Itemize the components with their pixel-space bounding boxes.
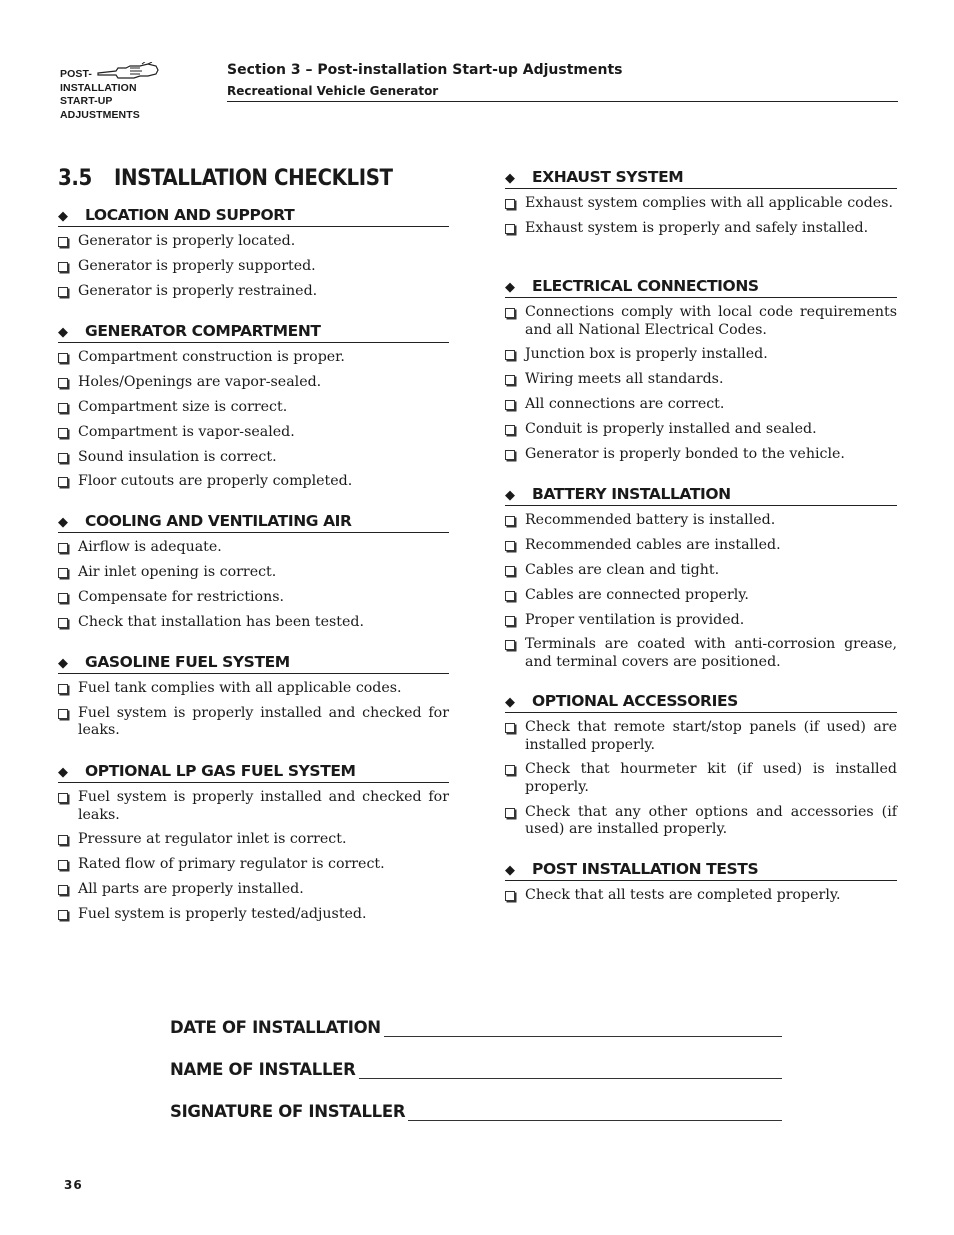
checklist-item-text: Compensate for restrictions. [78,588,285,605]
checklist-item-text: Check that any other options and accessories (if used) are installed properly. [525,803,897,838]
section-heading: INSTALLATION CHECKLIST [114,166,393,191]
group-heading-text: OPTIONAL ACCESSORIES [532,692,738,710]
checkbox-icon[interactable] [505,199,515,209]
group-heading-text: COOLING AND VENTILATING AIR [85,512,352,530]
checklist-item[interactable] [58,906,449,924]
checklist-item[interactable] [58,539,449,557]
checklist-item[interactable] [505,562,897,580]
checklist [505,719,897,839]
checklist-item-text: Wiring meets all standards. [525,371,724,388]
name-of-installer-field[interactable] [170,1060,782,1079]
checkbox-icon[interactable] [505,541,515,551]
checklist-item-text: Conduit is properly installed and sealed. [525,421,817,438]
checklist-group [58,512,449,639]
checklist-item-text: Airflow is adequate. [78,539,222,555]
checklist-item-text: Air inlet opening is correct. [78,563,277,580]
checkbox-icon[interactable] [505,350,515,360]
group-heading [505,277,897,298]
diamond-bullet-icon: ◆ [505,171,515,186]
checklist [58,680,449,740]
checkbox-icon[interactable] [58,543,68,553]
checklist-item-text: Rated flow of primary regulator is correct. [78,856,385,873]
checklist-item[interactable] [58,349,449,367]
checklist-item[interactable] [58,473,449,491]
checkbox-icon[interactable] [505,808,515,818]
checkbox-icon[interactable] [58,618,68,628]
checklist-item[interactable] [58,705,449,740]
checklist-item[interactable] [505,346,897,364]
checklist-item-text: Exhaust system complies with all applicable codes. [525,195,893,211]
header-subtitle: Recreational Vehicle Generator [227,84,898,102]
checklist-item-text: Check that hourmeter kit (if used) is installed properly. [525,761,897,795]
group-heading [58,512,449,533]
checklist-item[interactable] [505,371,897,389]
checklist-item[interactable] [58,856,449,874]
header-section-title: Section 3 – Post-installation Start-up Adjustments [227,62,623,78]
group-heading [58,206,449,227]
group-heading-text: POST INSTALLATION TESTS [532,860,759,878]
checkbox-icon[interactable] [58,453,68,463]
checkbox-icon[interactable] [58,262,68,272]
group-heading-text: BATTERY INSTALLATION [532,485,731,503]
checklist [505,195,897,237]
checklist-item-text: Junction box is properly installed. [525,346,768,363]
checklist [58,539,449,631]
checklist-item-text: Recommended battery is installed. [525,512,776,528]
checklist-group [505,277,897,471]
checklist-group [58,762,449,931]
checklist-item[interactable] [58,789,449,824]
checklist-item-text: Cables are connected properly. [525,586,749,603]
checklist-item[interactable] [505,195,897,213]
checklist-item-text: All parts are properly installed. [78,881,304,898]
diamond-bullet-icon: ◆ [58,765,68,780]
checklist-item[interactable] [58,831,449,849]
checkbox-icon[interactable] [505,224,515,234]
checklist-item-text: Exhaust system is properly and safely installed. [525,219,869,236]
checklist-item-text: Generator is properly restrained. [78,282,318,299]
checklist-item[interactable] [58,233,449,251]
section-logo [60,68,170,122]
field-label: DATE OF INSTALLATION [170,1018,381,1037]
page-header [227,62,898,102]
checklist-item[interactable] [505,446,897,464]
checklist-item-text: Floor cutouts are properly completed. [78,473,353,490]
checklist-item[interactable] [58,374,449,392]
logo-line: ADJUSTMENTS [60,108,140,121]
checklist-group [505,485,897,679]
checkbox-icon[interactable] [58,237,68,247]
checklist-item-text: Holes/Openings are vapor-sealed. [78,373,322,390]
checklist [58,233,449,300]
checkbox-icon[interactable] [58,593,68,603]
checklist-group [505,168,897,245]
checklist [505,304,897,463]
checkbox-icon[interactable] [58,910,68,920]
checklist [58,349,449,491]
diamond-bullet-icon: ◆ [505,280,515,295]
checklist-item[interactable] [505,887,897,905]
checklist-item[interactable] [58,283,449,301]
checkbox-icon[interactable] [58,378,68,388]
checklist [58,789,449,924]
group-heading [505,485,897,506]
diamond-bullet-icon: ◆ [58,209,68,224]
group-heading-text: ELECTRICAL CONNECTIONS [532,277,759,295]
checklist-item-text: Fuel system is properly installed and checked for leaks. [78,704,449,739]
blank-line[interactable] [408,1104,782,1121]
checkbox-icon[interactable] [505,765,515,775]
page-title [58,166,393,191]
blank-line[interactable] [359,1062,782,1079]
pointing-hand-icon [96,62,160,82]
checkbox-icon[interactable] [505,891,515,901]
checkbox-icon[interactable] [505,450,515,460]
field-label: NAME OF INSTALLER [170,1060,356,1079]
checklist-item-text: All connections are correct. [525,396,725,413]
checklist-item-text: Generator is properly located. [78,233,296,249]
checklist-item[interactable] [505,304,897,339]
checkbox-icon[interactable] [58,568,68,578]
checklist-item-text: Generator is properly bonded to the vehicle. [525,445,845,462]
checkbox-icon[interactable] [505,616,515,626]
checklist-item[interactable] [58,424,449,442]
checklist-group [505,860,897,912]
checklist-item[interactable] [505,396,897,414]
group-heading [58,322,449,343]
checkbox-icon[interactable] [58,885,68,895]
checkbox-icon[interactable] [58,428,68,438]
checklist-item[interactable] [58,881,449,899]
date-of-installation-field[interactable] [170,1018,782,1037]
checkbox-icon[interactable] [505,516,515,526]
checkbox-icon[interactable] [505,375,515,385]
checkbox-icon[interactable] [58,403,68,413]
checklist-item-text: Compartment construction is proper. [78,349,345,365]
checklist-group [58,206,449,308]
checklist-item-text: Check that installation has been tested. [78,613,365,630]
checklist-item-text: Fuel system is properly installed and checked for leaks. [78,789,449,823]
checkbox-icon[interactable] [58,353,68,363]
checklist-item-text: Connections comply with local code requirements and all National Electrical Codes. [525,304,897,338]
checklist-group [58,653,449,747]
checklist-item[interactable] [58,589,449,607]
group-heading-text: LOCATION AND SUPPORT [85,206,295,224]
checklist-item-text: Fuel tank complies with all applicable codes. [78,680,402,696]
checkbox-icon[interactable] [58,709,68,719]
checklist-item[interactable] [505,761,897,796]
checklist-item[interactable] [505,719,897,754]
checkbox-icon[interactable] [505,566,515,576]
group-heading [58,653,449,674]
checkbox-icon[interactable] [58,684,68,694]
checkbox-icon[interactable] [58,793,68,803]
blank-line[interactable] [384,1020,782,1037]
checklist-item[interactable] [505,220,897,238]
group-heading-text: EXHAUST SYSTEM [532,168,684,186]
checklist-item-text: Fuel system is properly tested/adjusted. [78,906,367,923]
checklist-item[interactable] [58,680,449,698]
diamond-bullet-icon: ◆ [505,863,515,878]
page-number: 36 [64,1178,83,1192]
field-label: SIGNATURE OF INSTALLER [170,1102,406,1121]
checklist-item[interactable] [505,587,897,605]
checkbox-icon[interactable] [58,835,68,845]
checkbox-icon[interactable] [505,723,515,733]
checklist-item[interactable] [58,399,449,417]
group-heading [505,692,897,713]
checkbox-icon[interactable] [505,308,515,318]
checklist-item-text: Recommended cables are installed. [525,536,781,553]
diamond-bullet-icon: ◆ [505,488,515,503]
checkbox-icon[interactable] [58,860,68,870]
checklist-item[interactable] [58,258,449,276]
checklist-group [505,692,897,846]
checklist-item[interactable] [505,421,897,439]
section-number: 3.5 [58,166,92,191]
group-heading [505,168,897,189]
diamond-bullet-icon: ◆ [58,515,68,530]
checklist-item[interactable] [505,612,897,630]
checkbox-icon[interactable] [58,287,68,297]
checklist [505,512,897,671]
checkbox-icon[interactable] [505,400,515,410]
checklist-item-text: Terminals are coated with anti-corrosion grease, and terminal covers are positioned. [525,636,897,670]
checkbox-icon[interactable] [505,425,515,435]
group-heading [505,860,897,881]
checkbox-icon[interactable] [505,640,515,650]
logo-line: INSTALLATION [60,81,137,94]
checklist-item-text: Cables are clean and tight. [525,561,720,578]
checklist-item[interactable] [505,636,897,671]
checklist-item-text: Check that all tests are completed properly. [525,887,841,903]
logo-line: POST- [60,68,93,80]
group-heading-text: OPTIONAL LP GAS FUEL SYSTEM [85,762,356,780]
logo-line: START-UP [60,95,113,107]
checklist-item[interactable] [505,512,897,530]
group-heading-text: GENERATOR COMPARTMENT [85,322,321,340]
checkbox-icon[interactable] [505,591,515,601]
checklist-item-text: Compartment size is correct. [78,398,288,415]
checklist-item[interactable] [58,614,449,632]
checklist-item[interactable] [58,564,449,582]
checklist-item-text: Proper ventilation is provided. [525,611,745,628]
signature-of-installer-field[interactable] [170,1102,782,1121]
checklist-item-text: Sound insulation is correct. [78,448,277,465]
checklist [505,887,897,905]
checklist-group [58,322,449,498]
checklist-item-text: Check that remote start/stop panels (if used) are installed properly. [525,719,897,753]
diamond-bullet-icon: ◆ [58,656,68,671]
checklist-item-text: Compartment is vapor-sealed. [78,423,295,440]
diamond-bullet-icon: ◆ [505,695,515,710]
checklist-item-text: Pressure at regulator inlet is correct. [78,831,347,848]
group-heading-text: GASOLINE FUEL SYSTEM [85,653,290,671]
checkbox-icon[interactable] [58,477,68,487]
checklist-item-text: Generator is properly supported. [78,257,316,274]
diamond-bullet-icon: ◆ [58,325,68,340]
group-heading [58,762,449,783]
checklist-item[interactable] [505,804,897,839]
checklist-item[interactable] [505,537,897,555]
checklist-item[interactable] [58,449,449,467]
